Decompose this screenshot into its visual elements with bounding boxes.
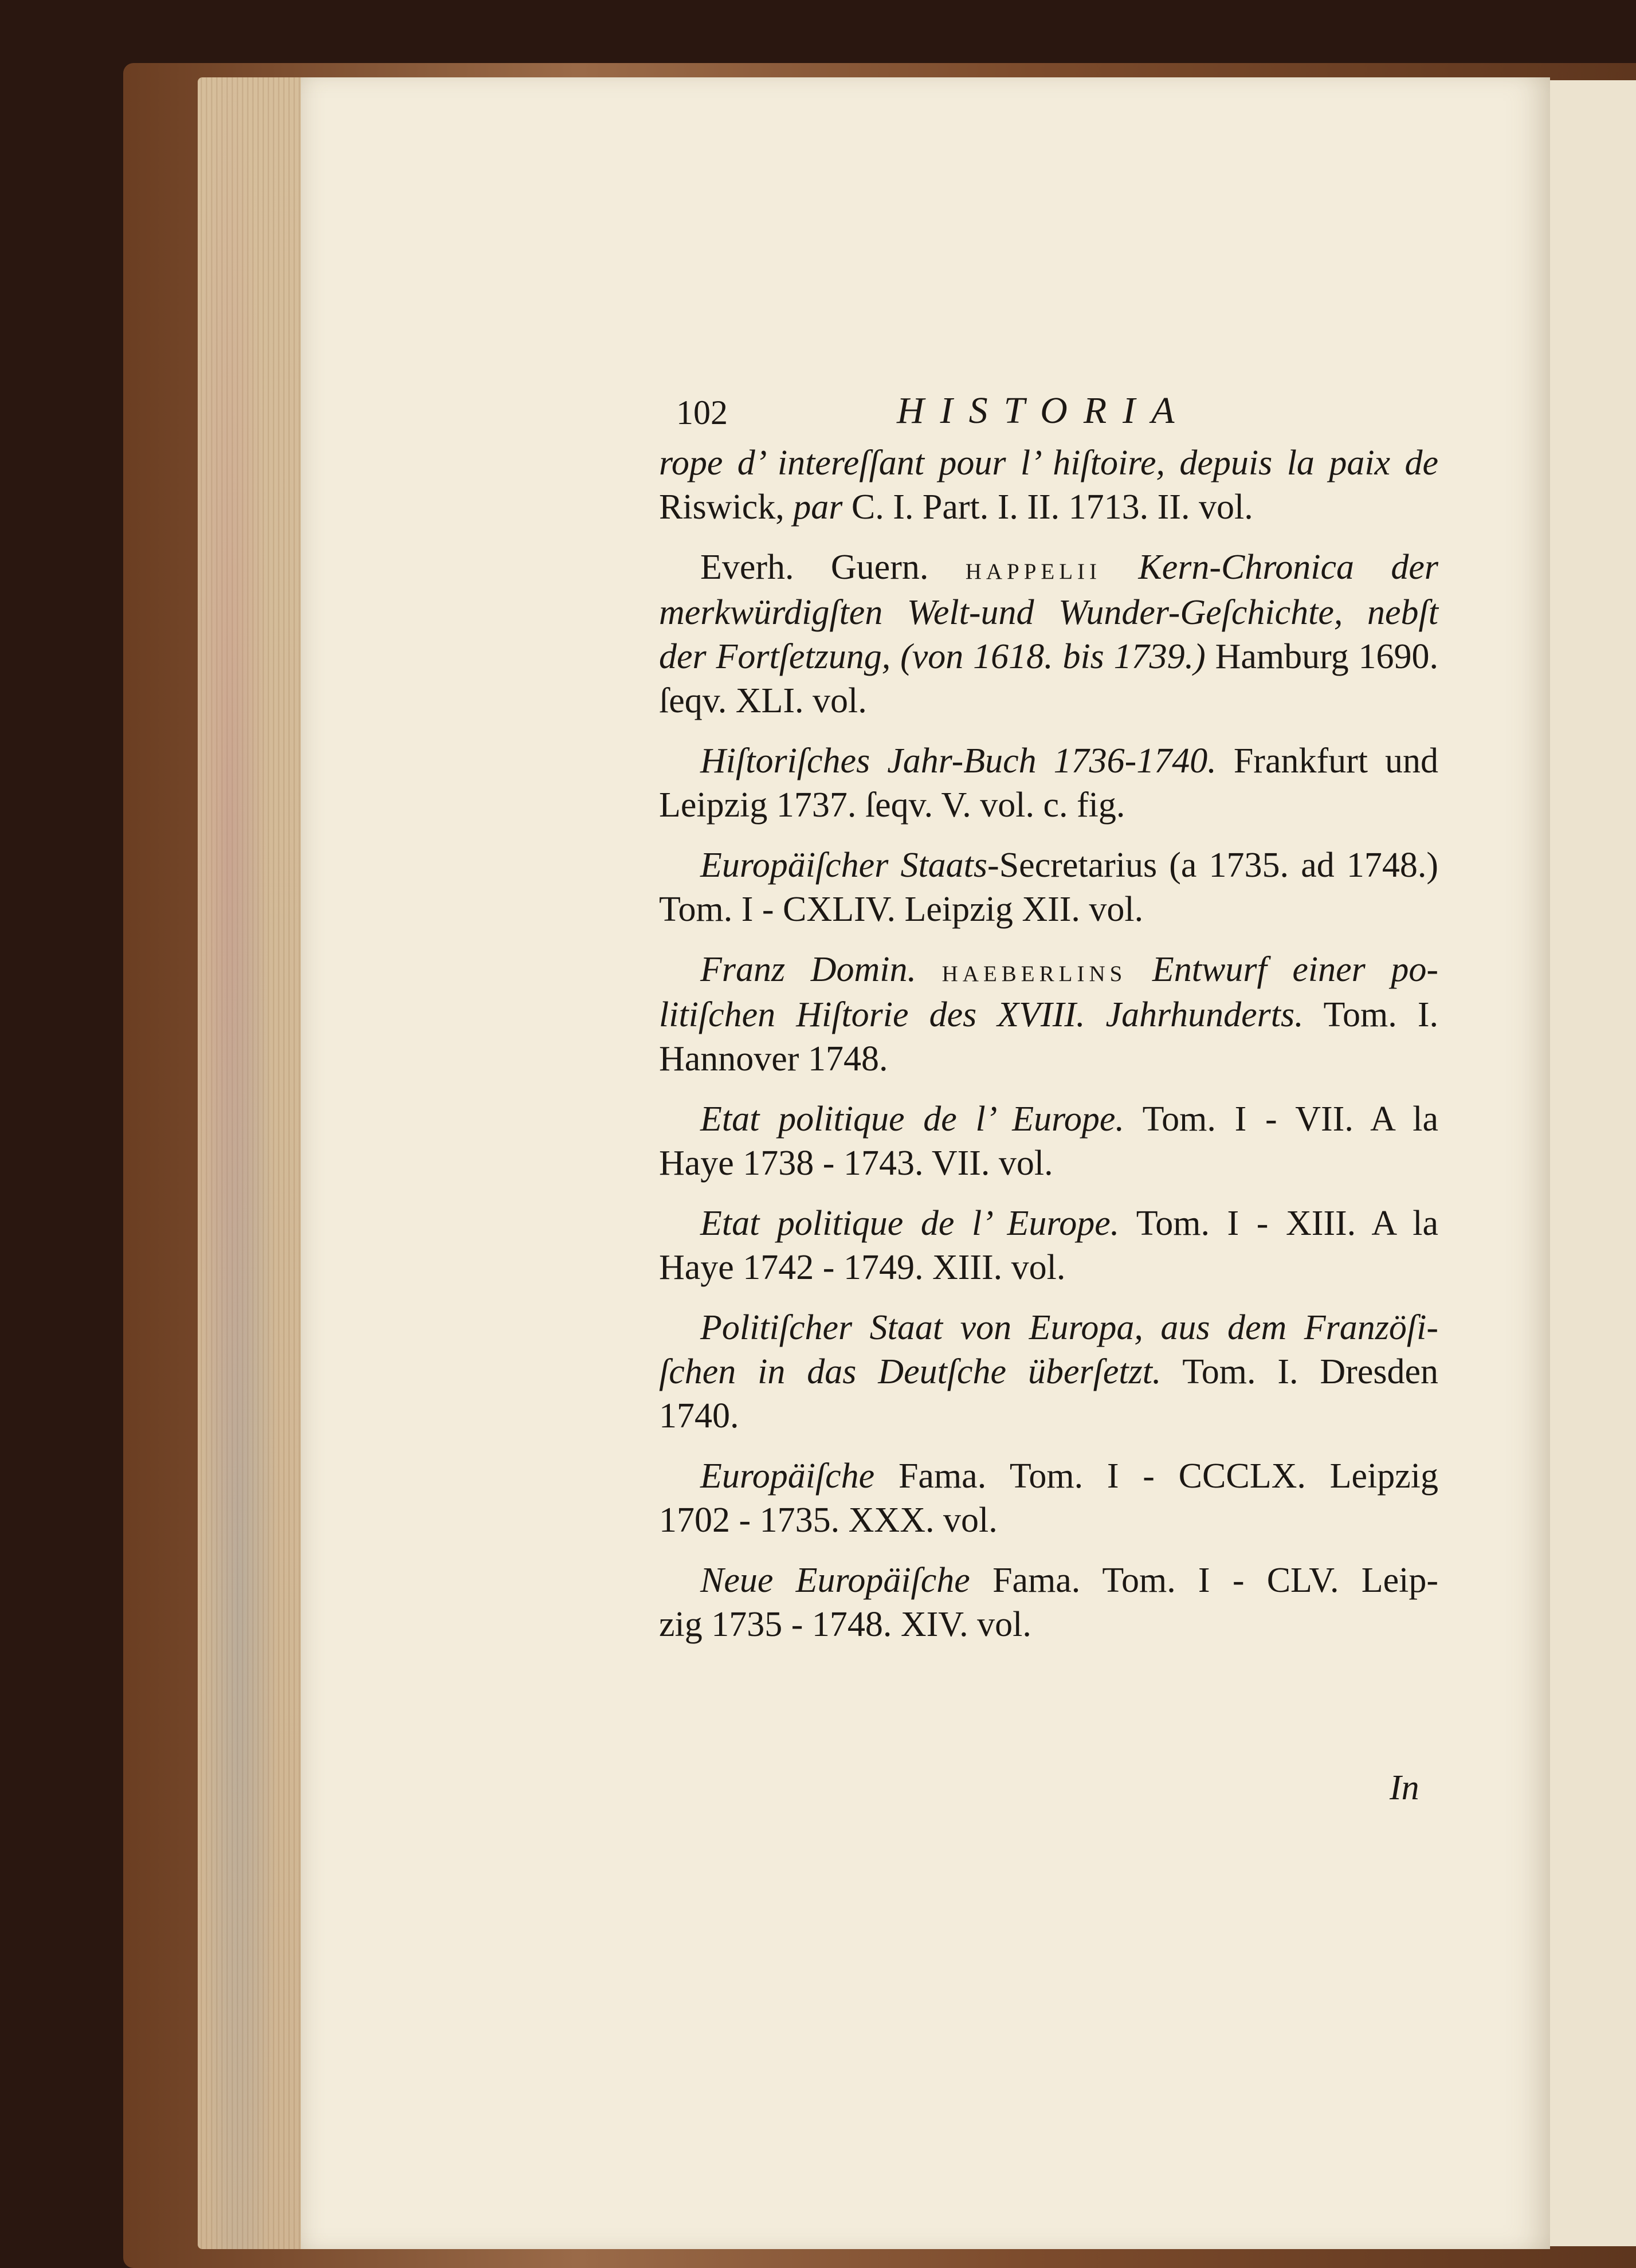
- entry-text: Riswick,: [659, 488, 794, 527]
- entry-text: zig 1735 - 1748. XIV. vol.: [659, 1605, 1031, 1644]
- entry-6: [659, 1097, 1438, 1186]
- entry-text: Europäiſcher Staats-: [700, 846, 999, 885]
- entry-text: 1740.: [659, 1396, 739, 1435]
- entry-text: Hiſtoriſches Jahr-Buch 1736-1740.: [700, 741, 1217, 780]
- entry-1: [659, 441, 1438, 529]
- catchword: In: [1390, 1768, 1419, 1807]
- entry-text: Leipzig 1737. ſeqv. V. vol. c. fig.: [659, 786, 1125, 825]
- entry-text: der Fortſetzung, (von 1618. bis 1739.): [659, 637, 1206, 676]
- entry-text: Europäiſche: [700, 1457, 875, 1496]
- entry-text: Etat politique de l’ Europe.: [700, 1204, 1120, 1243]
- page-text: [659, 384, 1438, 1647]
- entry-text: Secretarius (a 1735. ad 1748.): [999, 846, 1438, 885]
- page-header: [659, 384, 1438, 441]
- entry-7: [659, 1202, 1438, 1290]
- entry-text: Hamburg 1690.: [1205, 637, 1439, 676]
- entry-text: ſeqv. XLI. vol.: [659, 681, 867, 720]
- entry-text: litiſchen Hiſtorie des XVIII. Jahrhunderts.: [659, 995, 1304, 1034]
- entry-text: par: [793, 488, 843, 527]
- entry-text: Tom. I.: [1303, 995, 1438, 1034]
- entry-text: Entwurf einer po-: [1127, 950, 1439, 989]
- entry-text: Etat politique de l’ Europe.: [700, 1100, 1124, 1139]
- entry-4: [659, 843, 1438, 932]
- entry-text: C. I. Part. I. II. 1713. II. vol.: [842, 488, 1253, 527]
- entry-text: Haye 1738 - 1743. VII. vol.: [659, 1144, 1053, 1183]
- entry-text: Fama. Tom. I - CCCLX. Leipzig: [874, 1457, 1438, 1496]
- page-number: 102: [676, 394, 728, 431]
- entry-text: Everh. Guern.: [700, 548, 966, 587]
- entry-text: Haye 1742 - 1749. XIII. vol.: [659, 1248, 1066, 1287]
- entry-3: [659, 739, 1438, 827]
- entry-text: Tom. I - VII. A la: [1124, 1100, 1438, 1139]
- entry-text: Tom. I - CXLIV. Leipzig XII. vol.: [659, 890, 1144, 929]
- entry-text: Politiſcher Staat von Europa, aus dem Franzöſi-: [700, 1308, 1438, 1347]
- author-name: happelii: [965, 551, 1102, 586]
- entry-text: Tom. I. Dresden: [1161, 1352, 1438, 1391]
- entry-10: [659, 1559, 1438, 1647]
- running-title: HISTORIA: [897, 390, 1191, 431]
- entry-text: Fama. Tom. I - CLV. Leip-: [970, 1561, 1439, 1600]
- entry-5: [659, 948, 1438, 1081]
- entry-text: Hannover 1748.: [659, 1039, 888, 1078]
- entry-text: rope d’ intereſſant pour l’ hiſtoire, depuis la paix de: [659, 444, 1438, 482]
- entry-text: Frankfurt und: [1216, 741, 1438, 780]
- entry-text: 1702 - 1735. XXX. vol.: [659, 1501, 998, 1540]
- page-edges: [198, 77, 301, 2249]
- facing-page-edge: [1541, 80, 1636, 2246]
- entry-text: ſchen in das Deutſche überſetzt.: [659, 1352, 1162, 1391]
- entry-text: Kern-Chronica der: [1101, 548, 1438, 587]
- entry-text: Tom. I - XIII. A la: [1119, 1204, 1438, 1243]
- entry-8: [659, 1306, 1438, 1438]
- entry-2: [659, 546, 1438, 723]
- entry-9: [659, 1454, 1438, 1543]
- entry-text: Neue Europäiſche: [700, 1561, 970, 1600]
- entry-text: Franz Domin.: [700, 950, 942, 989]
- entry-text: merkwürdigſten Welt-und Wunder-Geſchichte, nebſt: [659, 593, 1438, 632]
- author-name: haeberlins: [941, 953, 1127, 988]
